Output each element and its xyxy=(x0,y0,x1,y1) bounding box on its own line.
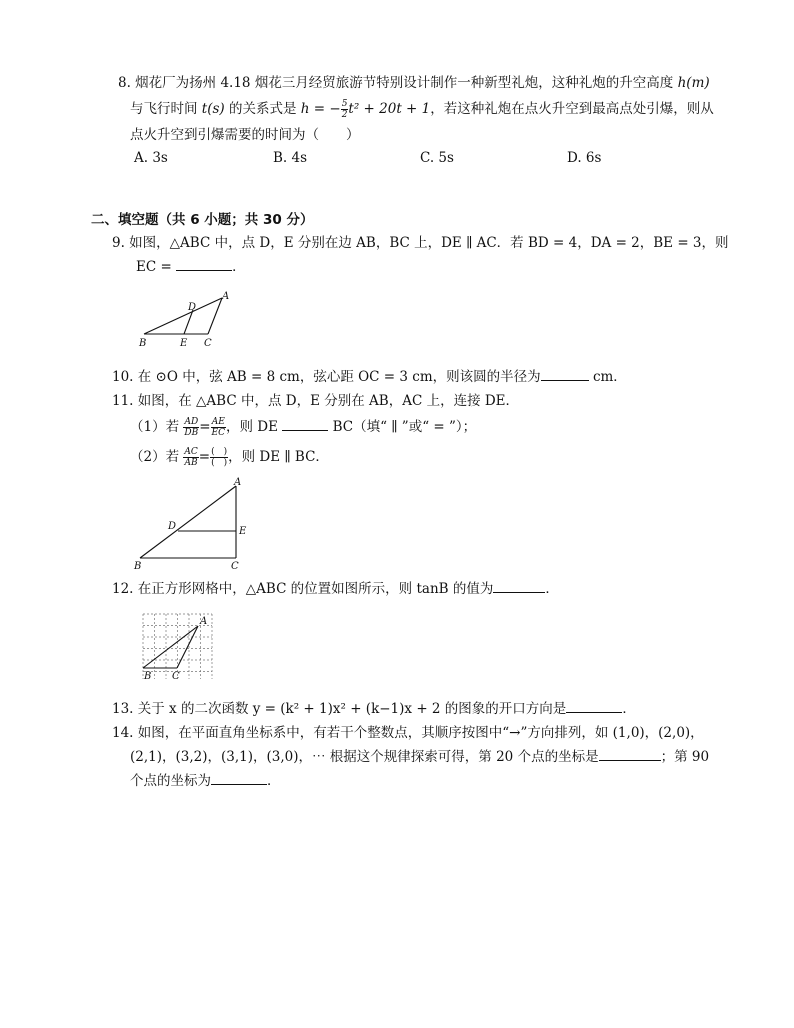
q11-line1: 11. 如图，在 △ABC 中，点 D，E 分别在 AB，AC 上，连接 DE． xyxy=(112,393,520,409)
q9-label-a: A xyxy=(222,291,230,302)
q9-figure xyxy=(136,288,236,348)
q12-label-a: A xyxy=(200,616,208,627)
q12-line: 12. 在正方形网格中，△ABC 的位置如图所示，则 tanB 的值为 ． xyxy=(112,578,559,600)
q9-line2: EC = ． xyxy=(136,256,246,278)
q12-answer-blank[interactable] xyxy=(493,578,545,593)
q8-formula: h = − $\frac{5}{2}$ t² + 20t + 1 xyxy=(300,99,431,120)
q11-part1: （1）若 $\frac{AD}{DB}$ = $\frac{AE}{EC}$ ，则 DE BC（填“ ∥ ”或“ = ”）； xyxy=(130,417,477,438)
q8-line2: 与飞行时间 t(s) 的关系式是 h = − $\frac{5}{2}$ t² + 20t + 1，若这种礼炮在点火升空到最高点处引爆，则从 xyxy=(130,99,714,120)
q8-option-a[interactable]: A. 3s xyxy=(134,150,168,166)
q9-label-c: C xyxy=(204,338,212,348)
q14-answer-blank-2[interactable] xyxy=(211,770,267,785)
q14-line1: 14. 如图，在平面直角坐标系中，有若干个整数点，其顺序按图中“→”方向排列，如 (1,0)，(2,0)， xyxy=(112,725,704,741)
q8-option-c[interactable]: C. 5s xyxy=(420,150,454,166)
q11-part2: （2）若 $\frac{AC}{AB}$ = $\frac{( )}{( )}$ ，则 DE ∥ BC． xyxy=(130,447,329,468)
q9-label-b: B xyxy=(139,338,147,348)
q10-line: 10. 在 ⊙O 中，弦 AB = 8 cm，弦心距 OC = 3 cm，则该圆的半径为 cm． xyxy=(112,366,627,388)
section-title: 二、填空题（共 6 小题；共 30 分） xyxy=(91,212,314,228)
q11-figure xyxy=(130,474,250,574)
q10-answer-blank[interactable] xyxy=(541,366,589,381)
q11-label-e: E xyxy=(239,526,247,537)
q9-answer-blank[interactable] xyxy=(176,256,232,271)
q11-label-d: D xyxy=(168,521,177,532)
q14-answer-blank-1[interactable] xyxy=(599,746,661,761)
q11-part2-fraction-blank[interactable]: $\frac{( )}{( )}$ xyxy=(211,447,228,468)
q14-line2: (2,1)，(3,2)，(3,1)，(3,0)，⋯ 根据这个规律探索可得，第 20 个点的坐标是 ；第 90 xyxy=(130,746,709,768)
q11-label-b: B xyxy=(134,561,142,572)
q14-line3: 个点的坐标为 ． xyxy=(130,770,281,792)
q11-label-c: C xyxy=(231,561,239,572)
q8-option-b[interactable]: B. 4s xyxy=(273,150,308,166)
q9-label-e: E xyxy=(180,338,188,348)
q12-grid-figure xyxy=(138,610,218,682)
q12-label-b: B xyxy=(144,671,152,682)
q13-answer-blank[interactable] xyxy=(566,698,622,713)
q8-option-d[interactable]: D. 6s xyxy=(567,150,602,166)
q8-line1: 8. 烟花厂为扬州 4.18 烟花三月经贸旅游节特别设计制作一种新型礼炮，这种礼炮的升空高度 h(m) xyxy=(118,75,710,91)
q12-label-c: C xyxy=(172,671,180,682)
q11-part1-blank[interactable] xyxy=(282,416,328,431)
q9-line1: 9. 如图，△ABC 中，点 D，E 分别在边 AB，BC 上，DE ∥ AC．若 BD = 4，DA = 2，BE = 3，则 xyxy=(112,235,729,251)
q11-label-a: A xyxy=(234,477,242,488)
q8-line3: 点火升空到引爆需要的时间为（ ） xyxy=(130,127,360,143)
q13-line: 13. 关于 x 的二次函数 y = (k² + 1)x² + (k−1)x + 2 的图象的开口方向是 ． xyxy=(112,698,636,720)
q9-label-d: D xyxy=(188,302,197,313)
